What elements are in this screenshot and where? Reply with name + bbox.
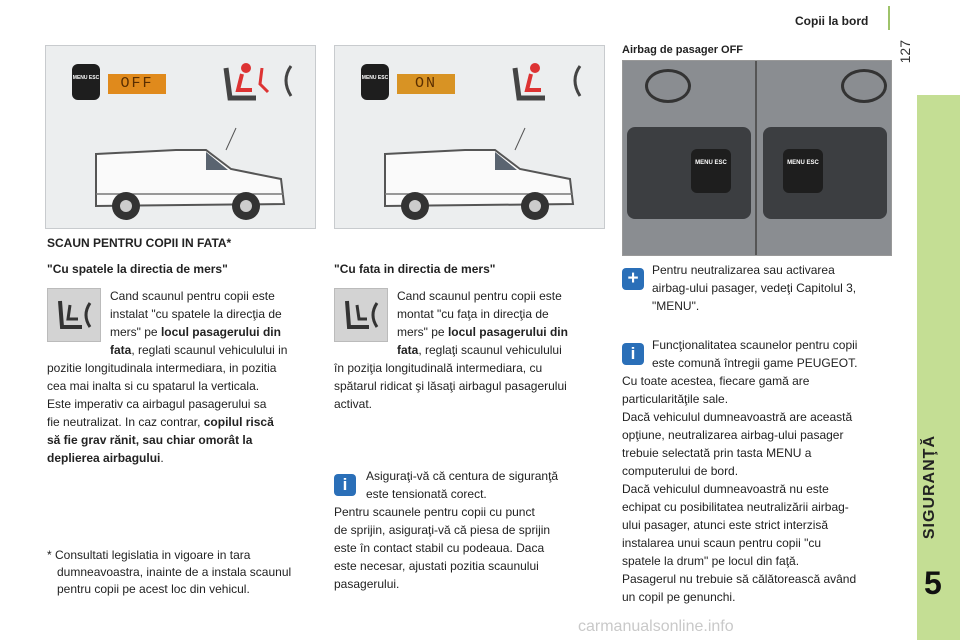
forward-facing-heading: "Cu fata in directia de mers" — [334, 262, 496, 276]
text-line: airbag-ului pasager, vedeţi Capitolul 3, — [652, 281, 857, 295]
text-line: fata, reglaţi scaunul vehiculului — [397, 343, 562, 357]
text-line: un copil pe genunchi. — [622, 590, 736, 604]
forward-facing-text — [334, 287, 609, 413]
van-illustration — [375, 124, 585, 224]
page-number: 127 — [897, 40, 913, 64]
text-line: Cand scaunul pentru copii este — [397, 289, 562, 303]
text-line: instalarea unui scaun pentru copii "cu — [622, 536, 822, 550]
plus-icon: + — [622, 268, 644, 290]
text-line: Dacă vehiculul dumneavoastră are această — [622, 410, 853, 424]
text-line: Pentru neutralizarea sau activarea — [652, 263, 835, 277]
footnote-line: pentru copii pe acest loc din vehicul. — [57, 582, 250, 596]
text-line: Asiguraţi-vă că centura de siguranţă — [366, 469, 559, 483]
text-line: mers" pe locul pasagerului din — [397, 325, 568, 339]
control-panel — [763, 127, 887, 219]
steering-wheel-icon — [645, 69, 691, 103]
text-line: este tensionată corect. — [366, 487, 487, 501]
text-line: este comună întregii game PEUGEOT. — [652, 356, 858, 370]
steering-wheel-icon — [841, 69, 887, 103]
illustration-airbag-on — [334, 45, 605, 229]
van-illustration — [86, 124, 296, 224]
text-line: echipat cu posibilitatea neutralizării airbag- — [622, 500, 849, 514]
lcd-display: ON — [397, 74, 455, 94]
text-line: să fie grav rănit, sau chiar omorât la — [47, 433, 253, 447]
text-line: deplierea airbagului. — [47, 451, 164, 465]
text-line: "MENU". — [652, 299, 700, 313]
text-line: computerului de bord. — [622, 464, 739, 478]
text-line: activat. — [334, 397, 373, 411]
child-seat-icon — [505, 58, 595, 108]
info-note — [622, 336, 897, 606]
info-icon: i — [334, 474, 356, 496]
text-line: pasagerului. — [334, 577, 400, 591]
menu-key-icon: MENU ESC — [72, 64, 100, 100]
child-seat-icon — [216, 58, 306, 108]
text-line: ului pasager, atunci este strict interzisă — [622, 518, 829, 532]
menu-key-icon: MENU ESC — [361, 64, 389, 100]
watermark: carmanualsonline.info — [578, 618, 734, 635]
text-line: fata, reglati scaunul vehiculului in — [110, 343, 288, 357]
text-line: pozitie longitudinala intermediara, in pozitia — [47, 361, 277, 375]
rear-facing-text — [47, 287, 317, 467]
text-line: opţiune, neutralizarea airbag-ului pasager — [622, 428, 844, 442]
chapter-number: 5 — [924, 565, 942, 601]
text-line: cea mai inalta si cu spatarul la verticala. — [47, 379, 260, 393]
header-title: Copii la bord — [795, 14, 869, 28]
chapter-label: SIGURANŢĂ — [921, 435, 938, 540]
text-line: spatele la drum" pe locul din faţă. — [622, 554, 800, 568]
header-rule — [888, 6, 890, 30]
footnote — [47, 547, 322, 598]
text-line: Funcţionalitatea scaunelor pentru copii — [652, 338, 858, 352]
rear-facing-heading: "Cu spatele la directia de mers" — [47, 262, 228, 276]
lcd-display: OFF — [108, 74, 166, 94]
text-line: de sprijin, asiguraţi-vă că piesa de sprijin — [334, 523, 551, 537]
text-line: Pasagerul nu trebuie să călătorească având — [622, 572, 857, 586]
text-line: Pentru scaunele pentru copii cu punct — [334, 505, 535, 519]
section-title: SCAUN PENTRU COPII IN FATA* — [47, 236, 232, 250]
footnote-line: dumneavoastra, inainte de a instala scaunul — [57, 565, 292, 579]
menu-esc-button[interactable]: MENU ESC — [691, 149, 731, 193]
info-icon: i — [622, 343, 644, 365]
text-line: Cu toate acestea, fiecare gamă are — [622, 374, 810, 388]
text-line: Este imperativ ca airbagul pasagerului sa — [47, 397, 267, 411]
text-line: este în contact stabil cu podeaua. Daca — [334, 541, 545, 555]
footnote-line: * Consultati legislatia in vigoare in tara — [47, 548, 251, 562]
airbag-off-title: Airbag de pasager OFF — [622, 44, 744, 56]
chapter-side-tab — [917, 95, 960, 640]
text-line: instalat "cu spatele la direcţia de — [110, 307, 282, 321]
dashboard-illustration — [622, 60, 892, 256]
text-line: mers" pe locul pasagerului din — [110, 325, 281, 339]
text-line: trebuie selectată prin tasta MENU a — [622, 446, 812, 460]
text-line: fie neutralizat. In caz contrar, copilul riscă — [47, 415, 274, 429]
text-line: în poziţia longitudinală intermediara, cu — [334, 361, 543, 375]
plus-note — [622, 261, 892, 315]
illustration-airbag-off — [45, 45, 316, 229]
text-line: montat "cu faţa in direcţia de — [397, 307, 549, 321]
menu-esc-button[interactable]: MENU ESC — [783, 149, 823, 193]
seatbelt-note — [334, 467, 609, 593]
text-line: Cand scaunul pentru copii este — [110, 289, 275, 303]
control-panel — [627, 127, 751, 219]
text-line: Dacă vehiculul dumneavoastră nu este — [622, 482, 829, 496]
text-line: este necesar, ajustati pozitia scaunului — [334, 559, 539, 573]
text-line: particularităţile sale. — [622, 392, 729, 406]
text-line: spătarul ridicat şi lăsaţi airbagul pasagerului — [334, 379, 567, 393]
